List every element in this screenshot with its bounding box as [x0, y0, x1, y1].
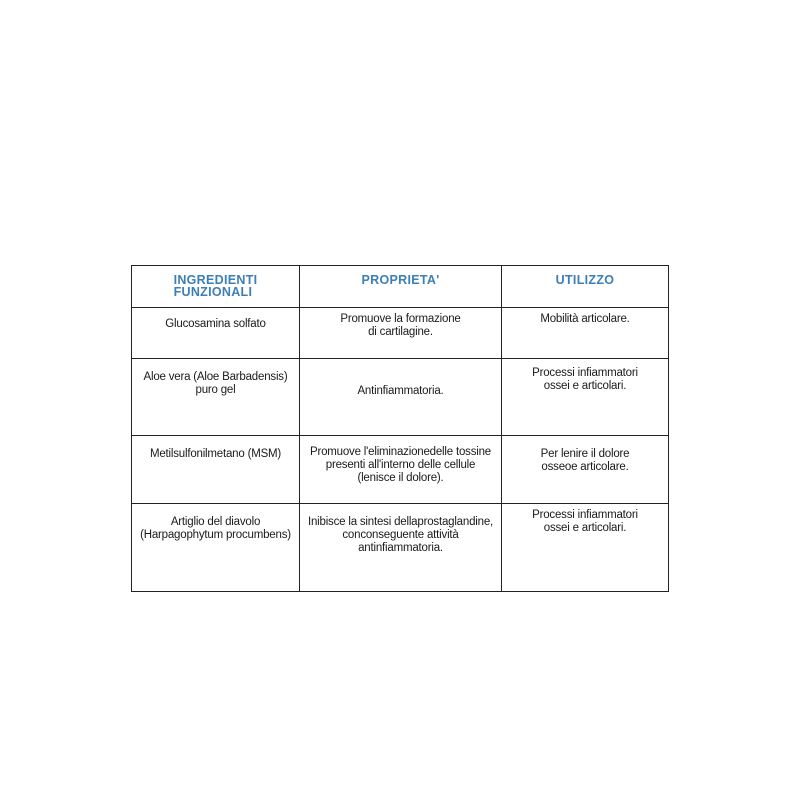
cell-utilizzo	[502, 504, 669, 592]
cell-utilizzo-text: Processi infiammatori ossei e articolari.	[532, 367, 638, 392]
header-ingredienti	[132, 266, 300, 308]
ingredients-table-container	[131, 265, 668, 592]
cell-utilizzo-text: Processi infiammatori ossei e articolari.	[532, 509, 638, 534]
cell-ingrediente	[132, 308, 300, 359]
cell-utilizzo	[502, 436, 669, 504]
table-header-row	[132, 266, 669, 308]
cell-proprieta-text: Inibisce la sintesi dellaprostaglandine, conconseguente attività antinfiammatoria.	[307, 516, 494, 554]
table-row	[132, 308, 669, 359]
header-ingredienti-label: INGREDIENTI FUNZIONALI	[173, 273, 258, 299]
table-row	[132, 359, 669, 436]
cell-utilizzo-text: Per lenire il dolore osseoe articolare.	[540, 448, 630, 473]
header-proprieta-label: PROPRIETA'	[361, 273, 440, 287]
header-utilizzo	[502, 266, 669, 308]
cell-ingrediente	[132, 359, 300, 436]
cell-ingrediente-text: Metilsulfonilmetano (MSM)	[149, 448, 282, 460]
table-row	[132, 504, 669, 592]
cell-utilizzo	[502, 308, 669, 359]
cell-proprieta-text: Promuove l'eliminazionedelle tossine presenti all'interno delle cellule (lenisce il dolore).	[309, 446, 491, 484]
cell-ingrediente-text: Artiglio del diavolo (Harpagophytum procumbens)	[140, 516, 291, 541]
header-proprieta	[300, 266, 502, 308]
cell-proprieta-text: Promuove la formazione di cartilagine.	[340, 313, 461, 338]
cell-utilizzo	[502, 359, 669, 436]
table-row	[132, 436, 669, 504]
cell-ingrediente	[132, 504, 300, 592]
cell-ingrediente-text: Aloe vera (Aloe Barbadensis) puro gel	[143, 371, 288, 396]
ingredients-table	[131, 265, 669, 592]
cell-proprieta	[300, 308, 502, 359]
cell-proprieta	[300, 436, 502, 504]
header-utilizzo-label: UTILIZZO	[555, 273, 615, 287]
cell-ingrediente-text: Glucosamina solfato	[165, 318, 266, 330]
cell-proprieta-text: Antinfiammatoria.	[357, 385, 444, 397]
cell-ingrediente	[132, 436, 300, 504]
cell-utilizzo-text: Mobilità articolare.	[540, 313, 630, 325]
cell-proprieta	[300, 359, 502, 436]
cell-proprieta	[300, 504, 502, 592]
